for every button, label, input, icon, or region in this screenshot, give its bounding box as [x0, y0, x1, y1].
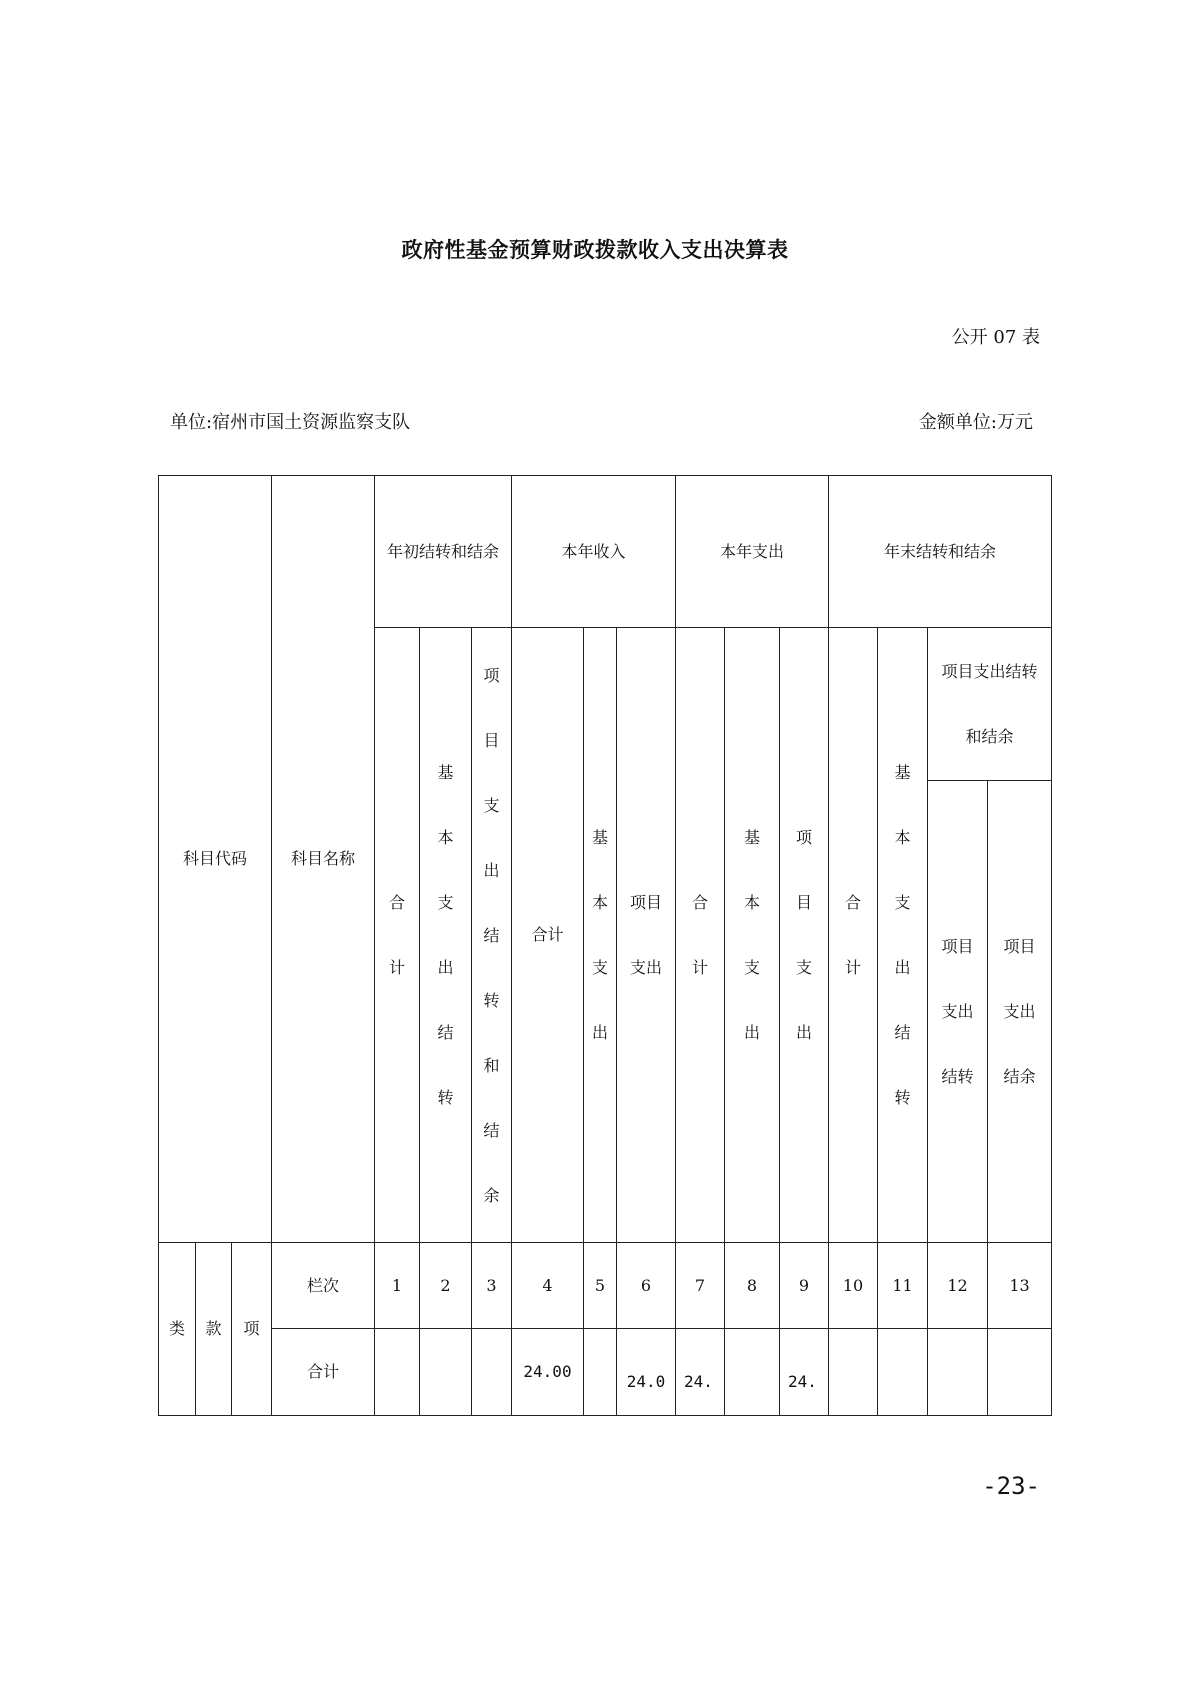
row-order-label: 栏次 [272, 1243, 375, 1329]
expense-project-header: 项目支出 [780, 628, 829, 1243]
column-number: 12 [928, 1243, 988, 1329]
form-number: 公开 07 表 [951, 327, 1040, 348]
page-title: 政府性基金预算财政拨款收入支出决算表 [401, 238, 789, 262]
expense-basic-header: 基本支出 [725, 628, 780, 1243]
expense-header: 本年支出 [676, 476, 829, 628]
table-cell: 24. [676, 1329, 725, 1416]
item-header: 项 [232, 1243, 272, 1416]
column-number: 3 [472, 1243, 512, 1329]
income-basic-header: 基本支出 [584, 628, 617, 1243]
opening-balance-header: 年初结转和结余 [375, 476, 512, 628]
table-cell [878, 1329, 928, 1416]
closing-total-header: 合计 [829, 628, 878, 1243]
table-cell [829, 1329, 878, 1416]
table-cell: 24.00 [512, 1329, 584, 1416]
category-header: 类 [159, 1243, 196, 1416]
budget-table [158, 475, 1052, 1416]
column-number: 2 [420, 1243, 472, 1329]
section-header: 款 [196, 1243, 232, 1416]
table-cell [584, 1329, 617, 1416]
column-number: 9 [780, 1243, 829, 1329]
opening-project-carry-header: 项目支出结转和结余 [472, 628, 512, 1243]
closing-project-carry-header: 项目支出结转 [928, 781, 988, 1243]
closing-project-carry-balance-header: 项目支出结转和结余 [928, 628, 1052, 781]
table-cell [988, 1329, 1052, 1416]
closing-project-balance-header: 项目支出结余 [988, 781, 1052, 1243]
total-row-label: 合计 [272, 1329, 375, 1416]
column-number: 4 [512, 1243, 584, 1329]
column-number: 10 [829, 1243, 878, 1329]
column-number: 5 [584, 1243, 617, 1329]
column-number: 1 [375, 1243, 420, 1329]
table-cell [928, 1329, 988, 1416]
table-cell [472, 1329, 512, 1416]
closing-balance-header: 年末结转和结余 [829, 476, 1052, 628]
column-number: 13 [988, 1243, 1052, 1329]
income-total-header: 合计 [512, 628, 584, 1243]
closing-basic-carry-header: 基本支出结转 [878, 628, 928, 1243]
page-number: -23- [982, 1472, 1040, 1500]
expense-total-header: 合计 [676, 628, 725, 1243]
column-number: 6 [617, 1243, 676, 1329]
money-unit-label: 金额单位:万元 [918, 412, 1033, 433]
subject-name-header: 科目名称 [272, 476, 375, 1243]
unit-label: 单位:宿州市国土资源监察支队 [170, 412, 411, 433]
column-number: 8 [725, 1243, 780, 1329]
column-number: 7 [676, 1243, 725, 1329]
column-number: 11 [878, 1243, 928, 1329]
income-project-header: 项目支出 [617, 628, 676, 1243]
table-cell [725, 1329, 780, 1416]
opening-total-header: 合计 [375, 628, 420, 1243]
subject-code-header: 科目代码 [159, 476, 272, 1243]
opening-basic-carry-header: 基本支出结转 [420, 628, 472, 1243]
table-cell [375, 1329, 420, 1416]
table-cell: 24.0 [617, 1329, 676, 1416]
income-header: 本年收入 [512, 476, 676, 628]
table-cell: 24. [780, 1329, 829, 1416]
table-cell [420, 1329, 472, 1416]
